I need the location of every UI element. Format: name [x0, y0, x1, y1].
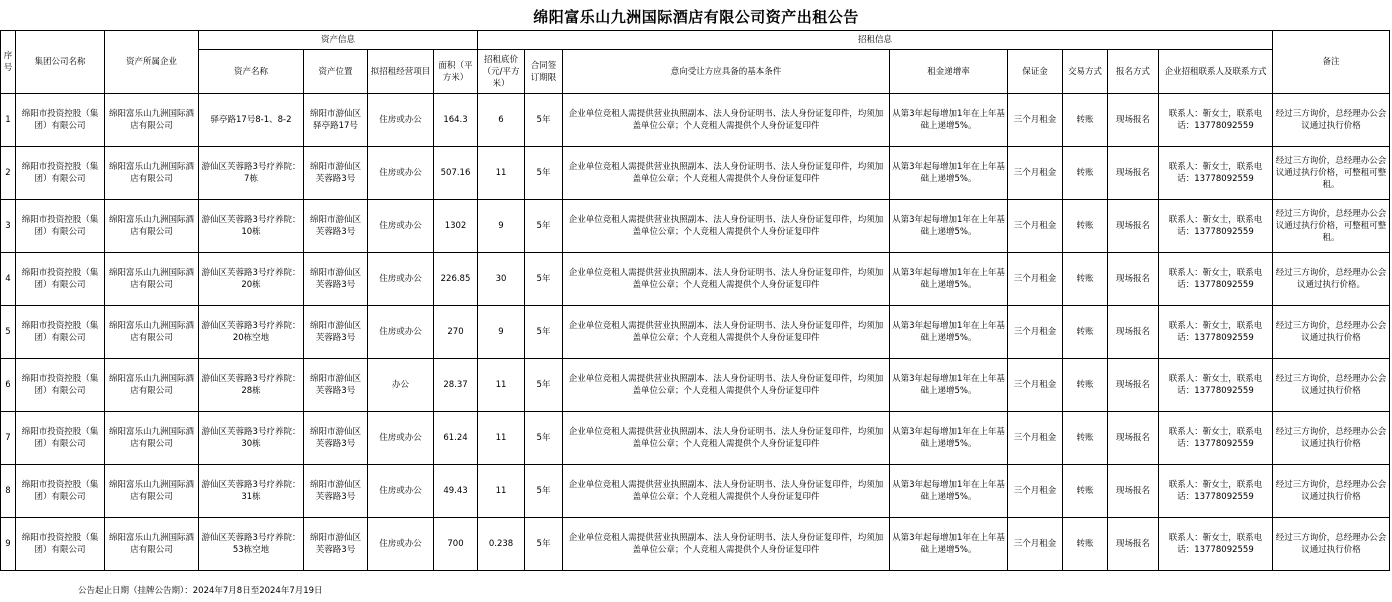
cell-price: 11	[478, 359, 525, 412]
cell-asset-name: 驿亭路17号8-1、8-2	[199, 94, 304, 147]
cell-conditions: 企业单位竞租人需提供营业执照副本、法人身份证明书、法人身份证复印件，均须加盖单位公章；个人竞租人需提供个人身份证复印件	[563, 518, 890, 571]
cell-conditions: 企业单位竞租人需提供营业执照副本、法人身份证明书、法人身份证复印件，均须加盖单位公章；个人竞租人需提供个人身份证复印件	[563, 147, 890, 200]
cell-notes: 经过三方询价，总经理办公会议通过执行价格。	[1273, 253, 1390, 306]
cell-signup: 现场报名	[1108, 147, 1159, 200]
cell-increment: 从第3年起每增加1年在上年基础上递增5%。	[890, 306, 1008, 359]
table-row	[1, 253, 1390, 306]
asset-rental-table	[0, 30, 1390, 571]
cell-contact: 联系人：靳女士，联系电话：13778092559	[1159, 465, 1273, 518]
header-company: 资产所属企业	[105, 31, 199, 94]
table-row	[1, 518, 1390, 571]
header-asset-name: 资产名称	[199, 50, 304, 94]
cell-signup: 现场报名	[1108, 306, 1159, 359]
cell-company: 绵阳富乐山九洲国际酒店有限公司	[105, 94, 199, 147]
cell-location: 绵阳市游仙区驿亭路17号	[304, 94, 368, 147]
cell-group: 绵阳市投资控股（集团）有限公司	[16, 200, 105, 253]
cell-area: 164.3	[434, 94, 478, 147]
header-signup-method: 报名方式	[1108, 50, 1159, 94]
cell-term: 5年	[525, 306, 563, 359]
cell-use: 住房或办公	[368, 518, 434, 571]
cell-seq: 7	[1, 412, 16, 465]
header-group: 集团公司名称	[16, 31, 105, 94]
cell-signup: 现场报名	[1108, 412, 1159, 465]
cell-term: 5年	[525, 465, 563, 518]
cell-use: 住房或办公	[368, 147, 434, 200]
cell-group: 绵阳市投资控股（集团）有限公司	[16, 147, 105, 200]
cell-company: 绵阳富乐山九洲国际酒店有限公司	[105, 253, 199, 306]
cell-use: 住房或办公	[368, 200, 434, 253]
cell-asset-name: 游仙区芙蓉路3号疗养院：28栋	[199, 359, 304, 412]
cell-area: 700	[434, 518, 478, 571]
cell-trade: 转账	[1063, 147, 1108, 200]
cell-term: 5年	[525, 200, 563, 253]
cell-contact: 联系人：靳女士，联系电话：13778092559	[1159, 253, 1273, 306]
cell-increment: 从第3年起每增加1年在上年基础上递增5%。	[890, 518, 1008, 571]
cell-company: 绵阳富乐山九洲国际酒店有限公司	[105, 518, 199, 571]
cell-conditions: 企业单位竞租人需提供营业执照副本、法人身份证明书、法人身份证复印件，均须加盖单位公章；个人竞租人需提供个人身份证复印件	[563, 253, 890, 306]
cell-company: 绵阳富乐山九洲国际酒店有限公司	[105, 147, 199, 200]
cell-group: 绵阳市投资控股（集团）有限公司	[16, 518, 105, 571]
cell-term: 5年	[525, 412, 563, 465]
cell-group: 绵阳市投资控股（集团）有限公司	[16, 253, 105, 306]
cell-seq: 1	[1, 94, 16, 147]
header-seq: 序号	[1, 31, 16, 94]
cell-seq: 3	[1, 200, 16, 253]
cell-use: 住房或办公	[368, 253, 434, 306]
cell-company: 绵阳富乐山九洲国际酒店有限公司	[105, 465, 199, 518]
cell-increment: 从第3年起每增加1年在上年基础上递增5%。	[890, 412, 1008, 465]
cell-notes: 经过三方询价，总经理办公会议通过执行价格，可整租可整租。	[1273, 147, 1390, 200]
cell-area: 270	[434, 306, 478, 359]
cell-group: 绵阳市投资控股（集团）有限公司	[16, 412, 105, 465]
cell-area: 28.37	[434, 359, 478, 412]
cell-area: 1302	[434, 200, 478, 253]
cell-seq: 4	[1, 253, 16, 306]
cell-area: 226.85	[434, 253, 478, 306]
cell-price: 0.238	[478, 518, 525, 571]
cell-deposit: 三个月租金	[1008, 94, 1063, 147]
cell-term: 5年	[525, 147, 563, 200]
header-term: 合同签订期限	[525, 50, 563, 94]
header-increment: 租金递增率	[890, 50, 1008, 94]
cell-seq: 6	[1, 359, 16, 412]
cell-seq: 9	[1, 518, 16, 571]
cell-group: 绵阳市投资控股（集团）有限公司	[16, 94, 105, 147]
cell-contact: 联系人：靳女士，联系电话：13778092559	[1159, 306, 1273, 359]
cell-company: 绵阳富乐山九洲国际酒店有限公司	[105, 412, 199, 465]
cell-area: 61.24	[434, 412, 478, 465]
cell-term: 5年	[525, 94, 563, 147]
cell-deposit: 三个月租金	[1008, 518, 1063, 571]
cell-notes: 经过三方询价，总经理办公会议通过执行价格	[1273, 412, 1390, 465]
header-area: 面积（平方米）	[434, 50, 478, 94]
cell-group: 绵阳市投资控股（集团）有限公司	[16, 306, 105, 359]
cell-deposit: 三个月租金	[1008, 465, 1063, 518]
cell-notes: 经过三方询价，总经理办公会议通过执行价格	[1273, 306, 1390, 359]
table-row	[1, 147, 1390, 200]
header-contact: 企业招租联系人及联系方式	[1159, 50, 1273, 94]
cell-deposit: 三个月租金	[1008, 253, 1063, 306]
header-base-price: 招租底价（元/平方米）	[478, 50, 525, 94]
cell-deposit: 三个月租金	[1008, 147, 1063, 200]
cell-trade: 转账	[1063, 518, 1108, 571]
cell-notes: 经过三方询价，总经理办公会议通过执行价格	[1273, 465, 1390, 518]
cell-signup: 现场报名	[1108, 518, 1159, 571]
cell-trade: 转账	[1063, 253, 1108, 306]
cell-trade: 转账	[1063, 412, 1108, 465]
cell-price: 11	[478, 465, 525, 518]
cell-signup: 现场报名	[1108, 465, 1159, 518]
cell-group: 绵阳市投资控股（集团）有限公司	[16, 465, 105, 518]
cell-term: 5年	[525, 359, 563, 412]
cell-deposit: 三个月租金	[1008, 359, 1063, 412]
cell-group: 绵阳市投资控股（集团）有限公司	[16, 359, 105, 412]
cell-trade: 转账	[1063, 94, 1108, 147]
cell-contact: 联系人：靳女士，联系电话：13778092559	[1159, 147, 1273, 200]
cell-conditions: 企业单位竞租人需提供营业执照副本、法人身份证明书、法人身份证复印件，均须加盖单位公章；个人竞租人需提供个人身份证复印件	[563, 306, 890, 359]
cell-area: 507.16	[434, 147, 478, 200]
cell-term: 5年	[525, 518, 563, 571]
cell-area: 49.43	[434, 465, 478, 518]
cell-price: 9	[478, 200, 525, 253]
cell-asset-name: 游仙区芙蓉路3号疗养院：20栋空地	[199, 306, 304, 359]
cell-location: 绵阳市游仙区芙蓉路3号	[304, 200, 368, 253]
table-row	[1, 200, 1390, 253]
cell-price: 30	[478, 253, 525, 306]
header-notes: 备注	[1273, 31, 1390, 94]
cell-use: 住房或办公	[368, 94, 434, 147]
cell-use: 住房或办公	[368, 306, 434, 359]
cell-increment: 从第3年起每增加1年在上年基础上递增5%。	[890, 147, 1008, 200]
cell-seq: 5	[1, 306, 16, 359]
table-row	[1, 359, 1390, 412]
cell-seq: 2	[1, 147, 16, 200]
cell-conditions: 企业单位竞租人需提供营业执照副本、法人身份证明书、法人身份证复印件，均须加盖单位公章；个人竞租人需提供个人身份证复印件	[563, 412, 890, 465]
header-asset-info: 资产信息	[199, 31, 478, 50]
cell-increment: 从第3年起每增加1年在上年基础上递增5%。	[890, 200, 1008, 253]
cell-increment: 从第3年起每增加1年在上年基础上递增5%。	[890, 465, 1008, 518]
cell-asset-name: 游仙区芙蓉路3号疗养院：7栋	[199, 147, 304, 200]
cell-conditions: 企业单位竞租人需提供营业执照副本、法人身份证明书、法人身份证复印件，均须加盖单位公章；个人竞租人需提供个人身份证复印件	[563, 94, 890, 147]
cell-trade: 转账	[1063, 359, 1108, 412]
table-row	[1, 94, 1390, 147]
cell-signup: 现场报名	[1108, 359, 1159, 412]
header-trade-method: 交易方式	[1063, 50, 1108, 94]
cell-company: 绵阳富乐山九洲国际酒店有限公司	[105, 306, 199, 359]
cell-increment: 从第3年起每增加1年在上年基础上递增5%。	[890, 359, 1008, 412]
cell-trade: 转账	[1063, 306, 1108, 359]
cell-location: 绵阳市游仙区芙蓉路3号	[304, 147, 368, 200]
cell-asset-name: 游仙区芙蓉路3号疗养院：30栋	[199, 412, 304, 465]
table-row	[1, 465, 1390, 518]
cell-price: 11	[478, 147, 525, 200]
cell-location: 绵阳市游仙区芙蓉路3号	[304, 518, 368, 571]
cell-contact: 联系人：靳女士，联系电话：13778092559	[1159, 412, 1273, 465]
cell-seq: 8	[1, 465, 16, 518]
cell-signup: 现场报名	[1108, 253, 1159, 306]
cell-asset-name: 游仙区芙蓉路3号疗养院：53栋空地	[199, 518, 304, 571]
cell-increment: 从第3年起每增加1年在上年基础上递增5%。	[890, 253, 1008, 306]
cell-signup: 现场报名	[1108, 200, 1159, 253]
cell-deposit: 三个月租金	[1008, 412, 1063, 465]
cell-signup: 现场报名	[1108, 94, 1159, 147]
cell-contact: 联系人：靳女士，联系电话：13778092559	[1159, 518, 1273, 571]
cell-use: 住房或办公	[368, 412, 434, 465]
cell-asset-name: 游仙区芙蓉路3号疗养院：31栋	[199, 465, 304, 518]
header-conditions: 意向受让方应具备的基本条件	[563, 50, 890, 94]
cell-location: 绵阳市游仙区芙蓉路3号	[304, 306, 368, 359]
cell-notes: 经过三方询价，总经理办公会议通过执行价格	[1273, 94, 1390, 147]
cell-trade: 转账	[1063, 465, 1108, 518]
table-row	[1, 412, 1390, 465]
cell-contact: 联系人：靳女士，联系电话：13778092559	[1159, 200, 1273, 253]
cell-company: 绵阳富乐山九洲国际酒店有限公司	[105, 200, 199, 253]
cell-location: 绵阳市游仙区芙蓉路3号	[304, 253, 368, 306]
cell-conditions: 企业单位竞租人需提供营业执照副本、法人身份证明书、法人身份证复印件，均须加盖单位公章；个人竞租人需提供个人身份证复印件	[563, 200, 890, 253]
cell-location: 绵阳市游仙区芙蓉路3号	[304, 412, 368, 465]
cell-term: 5年	[525, 253, 563, 306]
cell-contact: 联系人：靳女士，联系电话：13778092559	[1159, 94, 1273, 147]
cell-deposit: 三个月租金	[1008, 200, 1063, 253]
cell-price: 9	[478, 306, 525, 359]
header-deposit: 保证金	[1008, 50, 1063, 94]
cell-notes: 经过三方询价，总经理办公会议通过执行价格	[1273, 359, 1390, 412]
header-rent-info: 招租信息	[478, 31, 1273, 50]
cell-location: 绵阳市游仙区芙蓉路3号	[304, 359, 368, 412]
cell-asset-name: 游仙区芙蓉路3号疗养院：20栋	[199, 253, 304, 306]
cell-use: 办公	[368, 359, 434, 412]
announcement-period: 公告起止日期（挂牌公告期）：2024年7月8日至2024年7月19日	[78, 586, 323, 596]
cell-contact: 联系人：靳女士，联系电话：13778092559	[1159, 359, 1273, 412]
cell-company: 绵阳富乐山九洲国际酒店有限公司	[105, 359, 199, 412]
page-title: 绵阳富乐山九洲国际酒店有限公司资产出租公告	[533, 8, 859, 26]
header-asset-location: 资产位置	[304, 50, 368, 94]
cell-use: 住房或办公	[368, 465, 434, 518]
cell-conditions: 企业单位竞租人需提供营业执照副本、法人身份证明书、法人身份证复印件，均须加盖单位公章；个人竞租人需提供个人身份证复印件	[563, 359, 890, 412]
table-row	[1, 306, 1390, 359]
header-intended-use: 拟招租经营项目	[368, 50, 434, 94]
cell-trade: 转账	[1063, 200, 1108, 253]
cell-location: 绵阳市游仙区芙蓉路3号	[304, 465, 368, 518]
cell-notes: 经过三方询价，总经理办公会议通过执行价格	[1273, 518, 1390, 571]
cell-price: 11	[478, 412, 525, 465]
cell-deposit: 三个月租金	[1008, 306, 1063, 359]
cell-conditions: 企业单位竞租人需提供营业执照副本、法人身份证明书、法人身份证复印件，均须加盖单位公章；个人竞租人需提供个人身份证复印件	[563, 465, 890, 518]
cell-price: 6	[478, 94, 525, 147]
cell-increment: 从第3年起每增加1年在上年基础上递增5%。	[890, 94, 1008, 147]
cell-notes: 经过三方询价，总经理办公会议通过执行价格，可整租可整租。	[1273, 200, 1390, 253]
cell-asset-name: 游仙区芙蓉路3号疗养院：10栋	[199, 200, 304, 253]
